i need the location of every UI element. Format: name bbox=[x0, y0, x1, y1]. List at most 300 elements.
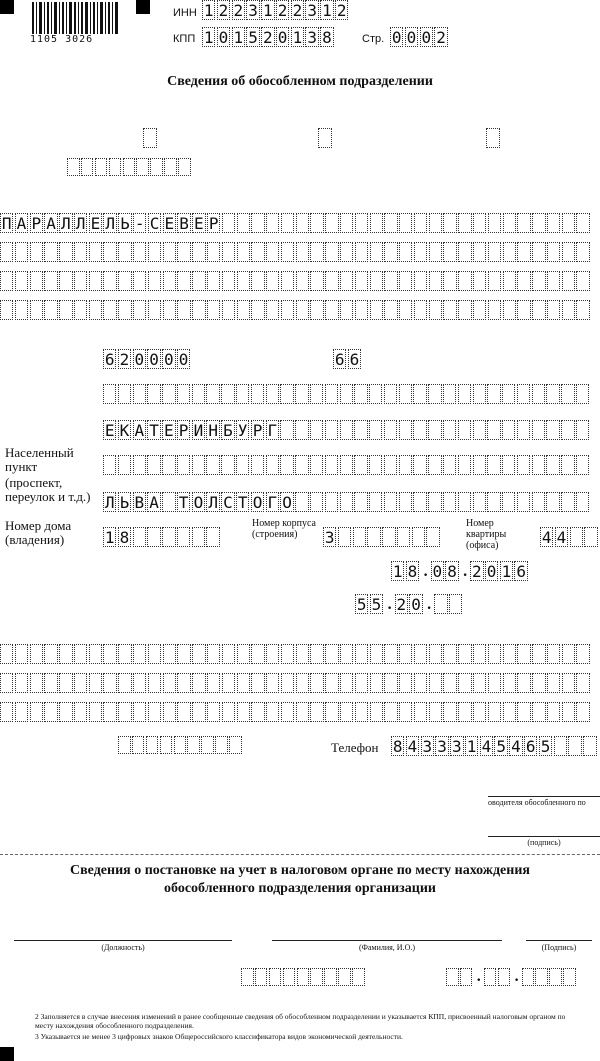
blank-cell[interactable] bbox=[384, 702, 397, 722]
district-cell[interactable] bbox=[443, 384, 456, 404]
locality-cell[interactable] bbox=[310, 455, 323, 475]
city-cell[interactable]: А bbox=[134, 420, 145, 440]
apartment-cell[interactable]: 4 bbox=[541, 527, 552, 547]
org-name-cell[interactable]: - bbox=[134, 213, 145, 233]
kpp-cell[interactable]: 1 bbox=[203, 27, 214, 47]
blank-cell[interactable] bbox=[44, 644, 57, 664]
org-name-cell[interactable] bbox=[310, 242, 323, 262]
org-name-cell[interactable] bbox=[517, 300, 530, 320]
city-cell[interactable]: Е bbox=[164, 420, 174, 440]
blank-cell[interactable] bbox=[296, 644, 309, 664]
date-year-cell[interactable]: 6 bbox=[516, 561, 526, 581]
org-name-cell[interactable] bbox=[458, 271, 471, 291]
blank-cell[interactable] bbox=[473, 644, 486, 664]
building-cell[interactable] bbox=[338, 527, 351, 547]
blank-cell[interactable] bbox=[103, 702, 116, 722]
blank-cell[interactable] bbox=[251, 673, 264, 693]
org-name-cell[interactable] bbox=[251, 300, 264, 320]
tax-code-cell[interactable] bbox=[297, 968, 310, 986]
blank-cell[interactable] bbox=[207, 673, 220, 693]
org-name-cell[interactable] bbox=[414, 300, 427, 320]
kpp-change-cell[interactable] bbox=[123, 158, 136, 176]
org-name-cell[interactable] bbox=[148, 242, 161, 262]
org-name-cell[interactable] bbox=[458, 242, 471, 262]
street-cell[interactable]: Г bbox=[267, 492, 278, 512]
org-name-cell[interactable] bbox=[488, 242, 501, 262]
district-cell[interactable] bbox=[502, 384, 515, 404]
blank-cell[interactable] bbox=[222, 673, 235, 693]
org-name-cell[interactable] bbox=[74, 271, 87, 291]
org-name-cell[interactable] bbox=[103, 300, 116, 320]
org-name-cell[interactable] bbox=[44, 300, 57, 320]
org-name-cell[interactable] bbox=[488, 271, 501, 291]
blank-cell[interactable] bbox=[458, 673, 471, 693]
org-name-cell[interactable] bbox=[281, 242, 294, 262]
org-name-cell[interactable] bbox=[30, 271, 43, 291]
district-cell[interactable] bbox=[325, 384, 338, 404]
blank-cell[interactable] bbox=[59, 702, 72, 722]
kpp-cell[interactable]: 1 bbox=[292, 27, 303, 47]
org-name-cell[interactable] bbox=[133, 271, 146, 291]
district-cell[interactable] bbox=[546, 384, 559, 404]
org-name-cell[interactable] bbox=[443, 213, 456, 233]
org-name-cell[interactable] bbox=[222, 242, 235, 262]
blank-cell[interactable] bbox=[251, 702, 264, 722]
locality-cell[interactable] bbox=[532, 455, 545, 475]
org-name-cell[interactable] bbox=[370, 213, 383, 233]
org-name-cell[interactable] bbox=[503, 300, 516, 320]
org-name-cell[interactable] bbox=[325, 271, 338, 291]
city-cell[interactable] bbox=[546, 420, 559, 440]
blank-cell[interactable] bbox=[340, 673, 353, 693]
house-cell[interactable] bbox=[206, 527, 219, 547]
district-cell[interactable] bbox=[399, 384, 412, 404]
street-cell[interactable] bbox=[369, 492, 382, 512]
org-name-cell[interactable] bbox=[355, 242, 368, 262]
street-cell[interactable]: О bbox=[193, 492, 204, 512]
district-cell[interactable] bbox=[561, 384, 574, 404]
org-name-cell[interactable] bbox=[281, 300, 294, 320]
blank-cell[interactable] bbox=[207, 644, 220, 664]
city-cell[interactable] bbox=[487, 420, 500, 440]
city-cell[interactable] bbox=[280, 420, 293, 440]
phone-cell[interactable]: 3 bbox=[452, 736, 462, 756]
org-name-cell[interactable] bbox=[103, 242, 116, 262]
org-name-cell[interactable] bbox=[15, 271, 28, 291]
org-name-cell[interactable] bbox=[370, 300, 383, 320]
date-month-cell[interactable]: 8 bbox=[447, 561, 457, 581]
district-cell[interactable] bbox=[236, 384, 249, 404]
blank-cell[interactable] bbox=[163, 673, 176, 693]
org-name-cell[interactable] bbox=[325, 242, 338, 262]
org-name-cell[interactable] bbox=[177, 300, 190, 320]
org-name-cell[interactable] bbox=[118, 300, 131, 320]
street-cell[interactable] bbox=[443, 492, 456, 512]
blank-cell[interactable] bbox=[163, 644, 176, 664]
blank-cell[interactable] bbox=[473, 702, 486, 722]
street-cell[interactable]: Т bbox=[178, 492, 189, 512]
street-cell[interactable] bbox=[473, 492, 486, 512]
inn-cell[interactable]: 3 bbox=[307, 0, 317, 20]
building-cell[interactable] bbox=[412, 527, 425, 547]
phone-code-cell[interactable] bbox=[118, 736, 131, 754]
locality-cell[interactable] bbox=[236, 455, 249, 475]
org-name-cell[interactable] bbox=[133, 242, 146, 262]
org-name-cell[interactable] bbox=[503, 271, 516, 291]
org-name-cell[interactable] bbox=[370, 242, 383, 262]
street-cell[interactable]: С bbox=[223, 492, 233, 512]
house-cell[interactable] bbox=[192, 527, 205, 547]
org-name-cell[interactable] bbox=[384, 213, 397, 233]
org-name-cell[interactable] bbox=[0, 242, 13, 262]
district-cell[interactable] bbox=[384, 384, 397, 404]
org-name-cell[interactable] bbox=[207, 300, 220, 320]
blank-cell[interactable] bbox=[370, 673, 383, 693]
blank-cell[interactable] bbox=[118, 673, 131, 693]
locality-cell[interactable] bbox=[546, 455, 559, 475]
blank-cell[interactable] bbox=[30, 702, 43, 722]
org-name-cell[interactable] bbox=[517, 242, 530, 262]
blank-cell[interactable] bbox=[414, 702, 427, 722]
org-name-cell[interactable] bbox=[103, 271, 116, 291]
city-cell[interactable]: Н bbox=[208, 420, 218, 440]
blank-cell[interactable] bbox=[399, 644, 412, 664]
org-name-cell[interactable] bbox=[473, 242, 486, 262]
blank-cell[interactable] bbox=[355, 702, 368, 722]
street-cell[interactable] bbox=[532, 492, 545, 512]
street-cell[interactable] bbox=[310, 492, 323, 512]
house-cell[interactable] bbox=[177, 527, 190, 547]
blank-cell[interactable] bbox=[251, 644, 264, 664]
org-name-cell[interactable] bbox=[429, 300, 442, 320]
okved-cell[interactable]: 2 bbox=[396, 594, 407, 614]
org-name-cell[interactable] bbox=[458, 213, 471, 233]
city-cell[interactable] bbox=[384, 420, 397, 440]
blank-cell[interactable] bbox=[177, 702, 190, 722]
inn-cell[interactable]: 2 bbox=[292, 0, 303, 20]
blank-cell[interactable] bbox=[576, 702, 589, 722]
city-cell[interactable]: Е bbox=[104, 420, 115, 440]
blank-cell[interactable] bbox=[237, 644, 250, 664]
blank-cell[interactable] bbox=[74, 702, 87, 722]
city-cell[interactable] bbox=[295, 420, 308, 440]
org-name-cell[interactable] bbox=[163, 271, 176, 291]
org-name-cell[interactable] bbox=[503, 213, 516, 233]
org-name-cell[interactable] bbox=[458, 300, 471, 320]
date-day-cell[interactable]: 1 bbox=[392, 561, 403, 581]
locality-cell[interactable] bbox=[266, 455, 279, 475]
city-cell[interactable]: Г bbox=[267, 420, 278, 440]
tax-code-cell[interactable] bbox=[241, 968, 254, 986]
blank-cell[interactable] bbox=[30, 644, 43, 664]
reg-year-cell[interactable] bbox=[522, 968, 535, 986]
blank-cell[interactable] bbox=[562, 644, 575, 664]
blank-cell[interactable] bbox=[384, 644, 397, 664]
blank-cell[interactable] bbox=[503, 644, 516, 664]
org-name-cell[interactable] bbox=[310, 271, 323, 291]
org-name-cell[interactable] bbox=[399, 300, 412, 320]
org-name-cell[interactable] bbox=[30, 300, 43, 320]
reg-day-cell[interactable] bbox=[460, 968, 473, 986]
locality-cell[interactable] bbox=[502, 455, 515, 475]
house-cell[interactable] bbox=[133, 527, 146, 547]
phone-code-cell[interactable] bbox=[201, 736, 214, 754]
org-name-cell[interactable] bbox=[340, 271, 353, 291]
org-name-cell[interactable]: Л bbox=[61, 213, 71, 233]
blank-cell[interactable] bbox=[103, 673, 116, 693]
district-cell[interactable] bbox=[118, 384, 131, 404]
phone-cell[interactable]: 8 bbox=[392, 736, 403, 756]
org-name-cell[interactable] bbox=[266, 300, 279, 320]
kpp-cell[interactable]: 2 bbox=[263, 27, 273, 47]
blank-cell[interactable] bbox=[148, 644, 161, 664]
city-cell[interactable] bbox=[517, 420, 530, 440]
org-name-cell[interactable] bbox=[222, 213, 235, 233]
org-name-cell[interactable] bbox=[177, 242, 190, 262]
inn-cell[interactable]: 2 bbox=[233, 0, 244, 20]
org-name-cell[interactable] bbox=[207, 242, 220, 262]
phone-cell[interactable] bbox=[583, 736, 596, 756]
blank-cell[interactable] bbox=[340, 702, 353, 722]
date-year-cell[interactable]: 2 bbox=[472, 561, 482, 581]
org-name-cell[interactable] bbox=[340, 242, 353, 262]
blank-cell[interactable] bbox=[0, 673, 13, 693]
org-name-cell[interactable] bbox=[281, 213, 294, 233]
phone-code-cell[interactable] bbox=[174, 736, 187, 754]
postal-cell[interactable]: 0 bbox=[134, 349, 145, 369]
blank-cell[interactable] bbox=[547, 673, 560, 693]
locality-cell[interactable] bbox=[576, 455, 589, 475]
blank-cell[interactable] bbox=[0, 644, 13, 664]
blank-cell[interactable] bbox=[281, 673, 294, 693]
apartment-cell[interactable] bbox=[584, 527, 597, 547]
org-name-cell[interactable] bbox=[443, 271, 456, 291]
city-cell[interactable] bbox=[502, 420, 515, 440]
org-name-cell[interactable] bbox=[517, 271, 530, 291]
kpp-change-cell[interactable] bbox=[178, 158, 191, 176]
blank-cell[interactable] bbox=[177, 644, 190, 664]
blank-cell[interactable] bbox=[488, 673, 501, 693]
org-name-cell[interactable] bbox=[532, 242, 545, 262]
kpp-change-cell[interactable] bbox=[150, 158, 163, 176]
city-cell[interactable] bbox=[532, 420, 545, 440]
org-name-cell[interactable] bbox=[429, 271, 442, 291]
phone-cell[interactable]: 5 bbox=[496, 736, 506, 756]
phone-cell[interactable] bbox=[568, 736, 581, 756]
org-name-cell[interactable] bbox=[251, 213, 264, 233]
okved-cell[interactable] bbox=[434, 594, 447, 614]
blank-cell[interactable] bbox=[133, 644, 146, 664]
region-cell[interactable]: 6 bbox=[349, 349, 360, 369]
city-cell[interactable] bbox=[354, 420, 367, 440]
locality-cell[interactable] bbox=[221, 455, 234, 475]
org-name-cell[interactable] bbox=[576, 242, 589, 262]
district-cell[interactable] bbox=[147, 384, 160, 404]
postal-cell[interactable]: 0 bbox=[164, 349, 174, 369]
org-name-cell[interactable] bbox=[89, 271, 102, 291]
blank-cell[interactable] bbox=[547, 702, 560, 722]
tax-code-cell[interactable] bbox=[338, 968, 351, 986]
phone-code-cell[interactable] bbox=[146, 736, 159, 754]
org-name-cell[interactable] bbox=[517, 213, 530, 233]
street-cell[interactable]: А bbox=[149, 492, 159, 512]
reg-day-cell[interactable] bbox=[446, 968, 459, 986]
city-cell[interactable] bbox=[340, 420, 353, 440]
org-name-cell[interactable] bbox=[473, 300, 486, 320]
locality-cell[interactable] bbox=[354, 455, 367, 475]
postal-cell[interactable]: 0 bbox=[149, 349, 159, 369]
street-cell[interactable] bbox=[546, 492, 559, 512]
locality-cell[interactable] bbox=[473, 455, 486, 475]
page-cell[interactable]: 0 bbox=[421, 27, 432, 47]
blank-cell[interactable] bbox=[296, 673, 309, 693]
street-cell[interactable] bbox=[428, 492, 441, 512]
blank-cell[interactable] bbox=[15, 702, 28, 722]
blank-cell[interactable] bbox=[429, 644, 442, 664]
locality-cell[interactable] bbox=[295, 455, 308, 475]
district-cell[interactable] bbox=[221, 384, 234, 404]
district-cell[interactable] bbox=[251, 384, 264, 404]
org-name-cell[interactable] bbox=[562, 271, 575, 291]
blank-cell[interactable] bbox=[429, 673, 442, 693]
blank-cell[interactable] bbox=[15, 673, 28, 693]
blank-cell[interactable] bbox=[192, 644, 205, 664]
district-cell[interactable] bbox=[103, 384, 116, 404]
org-name-cell[interactable] bbox=[562, 300, 575, 320]
building-cell[interactable] bbox=[353, 527, 366, 547]
org-name-cell[interactable] bbox=[310, 213, 323, 233]
org-name-cell[interactable] bbox=[340, 213, 353, 233]
street-cell[interactable] bbox=[162, 492, 175, 512]
org-name-cell[interactable] bbox=[237, 242, 250, 262]
org-name-cell[interactable] bbox=[503, 242, 516, 262]
org-name-cell[interactable] bbox=[340, 300, 353, 320]
locality-cell[interactable] bbox=[162, 455, 175, 475]
inn-cell[interactable]: 1 bbox=[322, 0, 332, 20]
org-name-cell[interactable] bbox=[532, 300, 545, 320]
org-name-cell[interactable] bbox=[355, 271, 368, 291]
locality-cell[interactable] bbox=[458, 455, 471, 475]
org-name-cell[interactable] bbox=[399, 213, 412, 233]
org-name-cell[interactable] bbox=[384, 242, 397, 262]
org-name-cell[interactable] bbox=[44, 242, 57, 262]
org-name-cell[interactable] bbox=[443, 242, 456, 262]
kpp-cell[interactable]: 3 bbox=[307, 27, 317, 47]
org-name-cell[interactable] bbox=[192, 300, 205, 320]
kpp-change-cell[interactable] bbox=[136, 158, 149, 176]
blank-cell[interactable] bbox=[473, 673, 486, 693]
district-cell[interactable] bbox=[428, 384, 441, 404]
blank-cell[interactable] bbox=[266, 673, 279, 693]
org-name-cell[interactable] bbox=[296, 271, 309, 291]
blank-cell[interactable] bbox=[237, 673, 250, 693]
checkbox-3[interactable] bbox=[486, 128, 500, 148]
org-name-cell[interactable] bbox=[0, 271, 13, 291]
blank-cell[interactable] bbox=[532, 644, 545, 664]
street-cell[interactable]: Ь bbox=[119, 492, 130, 512]
org-name-cell[interactable] bbox=[0, 300, 13, 320]
org-name-cell[interactable] bbox=[15, 300, 28, 320]
blank-cell[interactable] bbox=[310, 644, 323, 664]
org-name-cell[interactable] bbox=[355, 300, 368, 320]
blank-cell[interactable] bbox=[458, 702, 471, 722]
postal-cell[interactable]: 2 bbox=[119, 349, 130, 369]
org-name-cell[interactable] bbox=[222, 300, 235, 320]
district-cell[interactable] bbox=[369, 384, 382, 404]
org-name-cell[interactable] bbox=[281, 271, 294, 291]
locality-cell[interactable] bbox=[192, 455, 205, 475]
org-name-cell[interactable]: Е bbox=[90, 213, 101, 233]
blank-cell[interactable] bbox=[576, 644, 589, 664]
phone-cell[interactable]: 5 bbox=[540, 736, 551, 756]
blank-cell[interactable] bbox=[281, 702, 294, 722]
blank-cell[interactable] bbox=[133, 673, 146, 693]
page-cell[interactable]: 0 bbox=[391, 27, 402, 47]
org-name-cell[interactable] bbox=[443, 300, 456, 320]
city-cell[interactable] bbox=[325, 420, 338, 440]
page-cell[interactable]: 0 bbox=[406, 27, 417, 47]
blank-cell[interactable] bbox=[192, 702, 205, 722]
reg-year-cell[interactable] bbox=[563, 968, 576, 986]
locality-cell[interactable] bbox=[340, 455, 353, 475]
tax-code-cell[interactable] bbox=[283, 968, 296, 986]
phone-cell[interactable] bbox=[554, 736, 567, 756]
org-name-cell[interactable] bbox=[148, 300, 161, 320]
district-cell[interactable] bbox=[532, 384, 545, 404]
kpp-cell[interactable]: 0 bbox=[277, 27, 288, 47]
district-cell[interactable] bbox=[340, 384, 353, 404]
inn-cell[interactable]: 2 bbox=[336, 0, 347, 20]
district-cell[interactable] bbox=[192, 384, 205, 404]
inn-cell[interactable]: 3 bbox=[248, 0, 258, 20]
org-name-cell[interactable] bbox=[59, 271, 72, 291]
phone-code-cell[interactable] bbox=[215, 736, 228, 754]
org-name-cell[interactable] bbox=[251, 242, 264, 262]
street-cell[interactable]: В bbox=[134, 492, 145, 512]
blank-cell[interactable] bbox=[148, 673, 161, 693]
locality-cell[interactable] bbox=[443, 455, 456, 475]
org-name-cell[interactable] bbox=[414, 213, 427, 233]
district-cell[interactable] bbox=[162, 384, 175, 404]
phone-cell[interactable]: 4 bbox=[481, 736, 492, 756]
building-cell[interactable]: 3 bbox=[324, 527, 335, 547]
apartment-cell[interactable]: 4 bbox=[556, 527, 567, 547]
district-cell[interactable] bbox=[413, 384, 426, 404]
blank-cell[interactable] bbox=[414, 644, 427, 664]
city-cell[interactable] bbox=[428, 420, 441, 440]
org-name-cell[interactable] bbox=[266, 242, 279, 262]
org-name-cell[interactable] bbox=[163, 242, 176, 262]
locality-cell[interactable] bbox=[428, 455, 441, 475]
inn-cell[interactable]: 1 bbox=[263, 0, 273, 20]
blank-cell[interactable] bbox=[443, 644, 456, 664]
blank-cell[interactable] bbox=[74, 673, 87, 693]
kpp-change-cell[interactable] bbox=[67, 158, 80, 176]
okved-cell[interactable] bbox=[449, 594, 462, 614]
org-name-cell[interactable]: П bbox=[1, 213, 12, 233]
org-name-cell[interactable]: Ь bbox=[120, 213, 130, 233]
org-name-cell[interactable] bbox=[429, 242, 442, 262]
org-name-cell[interactable]: Л bbox=[75, 213, 86, 233]
org-name-cell[interactable] bbox=[488, 213, 501, 233]
city-cell[interactable] bbox=[369, 420, 382, 440]
district-cell[interactable] bbox=[473, 384, 486, 404]
district-cell[interactable] bbox=[177, 384, 190, 404]
org-name-cell[interactable] bbox=[547, 242, 560, 262]
blank-cell[interactable] bbox=[370, 644, 383, 664]
city-cell[interactable] bbox=[443, 420, 456, 440]
blank-cell[interactable] bbox=[517, 673, 530, 693]
